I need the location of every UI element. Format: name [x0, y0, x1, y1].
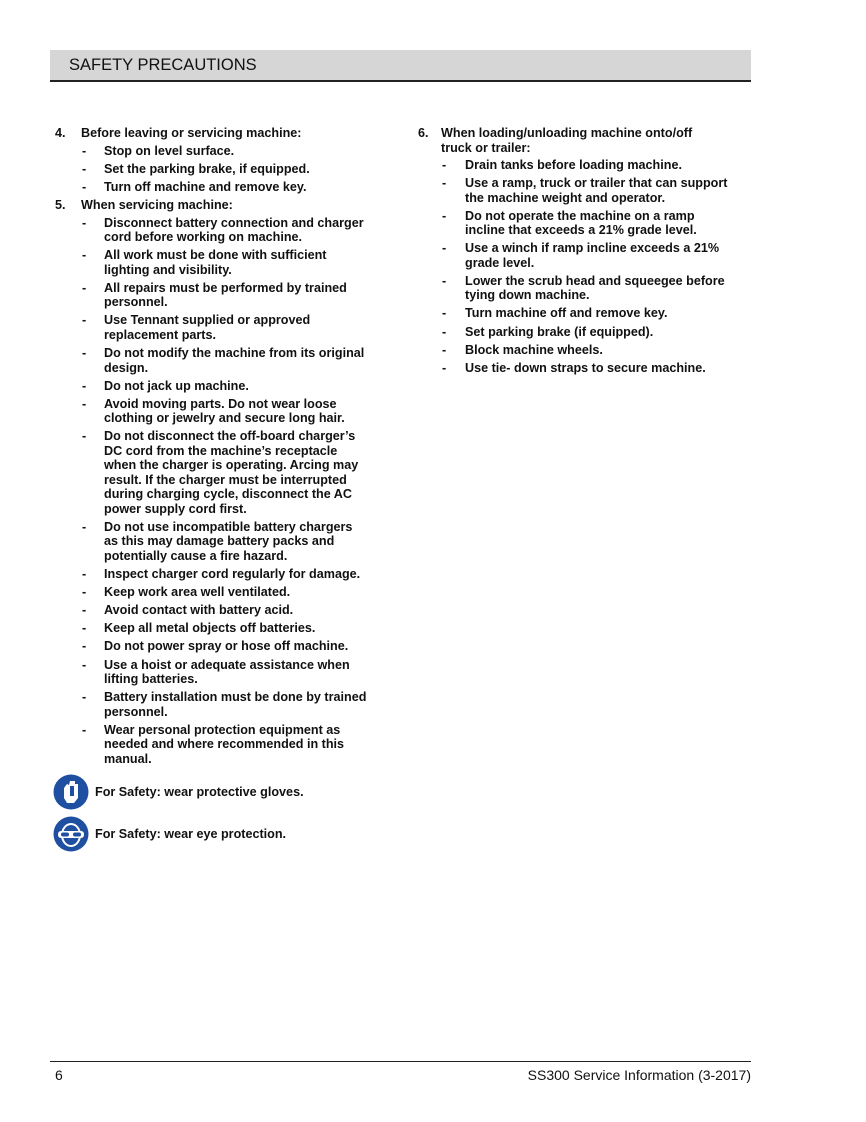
text-line: replacement parts. — [104, 327, 216, 342]
bullet-item — [81, 313, 395, 342]
bullet-item — [81, 216, 395, 245]
section-header — [50, 50, 751, 82]
bullet-item — [81, 658, 395, 687]
text-line: Use Tennant supplied or approved — [104, 313, 311, 328]
dash-marker: - — [82, 313, 87, 328]
bullet-item — [81, 639, 395, 654]
gloves-notice-text: For Safety: wear protective gloves. — [95, 785, 304, 799]
bullet-item — [81, 397, 395, 426]
eye-protection-icon — [53, 816, 89, 852]
bullet-item — [441, 361, 758, 376]
bullet-item — [81, 180, 395, 195]
dash-marker: - — [82, 519, 87, 534]
text-line: power supply cord first. — [104, 501, 247, 516]
text-line: as this may damage battery packs and — [104, 534, 335, 549]
dash-marker: - — [442, 158, 447, 172]
dash-marker: - — [442, 208, 447, 223]
dash-marker: - — [82, 585, 87, 600]
section-title: SAFETY PRECAUTIONS — [69, 56, 257, 74]
document-title: SS300 Service Information (3-2017) — [527, 1067, 751, 1083]
list-item — [418, 126, 758, 375]
right-column — [418, 126, 758, 379]
text-line: grade level. — [465, 255, 535, 270]
page-number: 6 — [55, 1067, 63, 1083]
dash-marker: - — [442, 360, 447, 375]
text-line: Do not power spray or hose off machine. — [104, 639, 349, 654]
text-line: Use a winch if ramp incline exceeds a 21% — [465, 241, 720, 256]
dash-marker: - — [82, 179, 87, 194]
text-line: truck or trailer: — [441, 140, 531, 155]
gloves-notice — [53, 774, 304, 810]
dash-marker: - — [442, 324, 447, 339]
bullet-item — [441, 209, 758, 238]
bullet-item — [81, 723, 395, 767]
bullet-item — [81, 429, 395, 516]
dash-marker: - — [82, 143, 87, 158]
text-line: Drain tanks before loading machine. — [465, 158, 682, 172]
dash-marker: - — [82, 215, 87, 230]
dash-marker: - — [82, 690, 87, 705]
text-line: design. — [104, 360, 149, 375]
text-line: Keep all metal objects off batteries. — [104, 621, 316, 636]
bullet-item — [441, 306, 758, 321]
text-line: Wear personal protection equipment as — [104, 722, 341, 737]
text-line: result. If the charger must be interrupted — [104, 472, 347, 487]
text-line: personnel. — [104, 704, 168, 719]
text-line: Use tie- down straps to secure machine. — [465, 360, 706, 375]
text-line: All work must be done with sufficient — [104, 248, 327, 263]
text-line: clothing or jewelry and secure long hair. — [104, 411, 345, 426]
bullet-item — [441, 343, 758, 358]
text-line: Do not disconnect the off-board charger’s — [104, 429, 356, 444]
text-line: Stop on level surface. — [104, 143, 235, 158]
dash-marker: - — [82, 567, 87, 582]
text-line: Disconnect battery connection and charger — [104, 215, 364, 230]
text-line: Turn machine off and remove key. — [465, 306, 668, 321]
dash-marker: - — [82, 280, 87, 295]
bullet-item — [81, 248, 395, 277]
text-line: When servicing machine: — [81, 198, 233, 213]
bullet-item — [81, 346, 395, 375]
bullet-item — [81, 567, 395, 582]
dash-marker: - — [82, 429, 87, 444]
item-number: 4. — [55, 126, 66, 140]
text-line: Use a ramp, truck or trailer that can support — [465, 176, 728, 191]
list-item — [55, 126, 395, 194]
bullet-item — [441, 176, 758, 205]
text-line: incline that exceeds a 21% grade level. — [465, 223, 697, 238]
text-line: potentially cause a fire hazard. — [104, 548, 288, 563]
text-line: Do not operate the machine on a ramp — [465, 208, 695, 223]
item-title — [81, 198, 395, 213]
text-line: Use a hoist or adequate assistance when — [104, 657, 350, 672]
bullet-item — [81, 585, 395, 600]
dash-marker: - — [82, 396, 87, 411]
item-title — [81, 126, 395, 141]
bullet-item — [441, 325, 758, 340]
dash-marker: - — [442, 176, 447, 191]
item-title — [441, 126, 758, 155]
text-line: Do not jack up machine. — [104, 378, 249, 393]
text-line: Avoid contact with battery acid. — [104, 603, 294, 618]
bullet-item — [81, 281, 395, 310]
dash-marker: - — [442, 273, 447, 288]
text-line: Do not use incompatible battery chargers — [104, 519, 353, 534]
dash-marker: - — [82, 621, 87, 636]
text-line: When loading/unloading machine onto/off — [441, 126, 693, 140]
bullet-item — [81, 690, 395, 719]
dash-marker: - — [82, 639, 87, 654]
bullet-item — [441, 274, 758, 303]
dash-marker: - — [82, 657, 87, 672]
footer-divider — [50, 1061, 751, 1062]
text-line: during charging cycle, disconnect the AC — [104, 487, 352, 502]
text-line: All repairs must be performed by trained — [104, 280, 347, 295]
text-line: Avoid moving parts. Do not wear loose — [104, 396, 337, 411]
dash-marker: - — [82, 378, 87, 393]
dash-marker: - — [442, 241, 447, 256]
text-line: cord before working on machine. — [104, 230, 303, 245]
text-line: Turn off machine and remove key. — [104, 179, 307, 194]
dash-marker: - — [82, 161, 87, 176]
text-line: Before leaving or servicing machine: — [81, 126, 302, 140]
bullet-item — [441, 241, 758, 270]
text-line: Lower the scrub head and squeegee before — [465, 273, 725, 288]
text-line: Do not modify the machine from its original — [104, 346, 365, 361]
text-line: tying down machine. — [465, 288, 590, 303]
bullet-item — [81, 144, 395, 159]
text-line: when the charger is operating. Arcing may — [104, 458, 359, 473]
dash-marker: - — [442, 342, 447, 357]
gloves-icon — [53, 774, 89, 810]
text-line: Inspect charger cord regularly for damage. — [104, 567, 361, 582]
item-number: 5. — [55, 198, 66, 213]
text-line: needed and where recommended in this — [104, 737, 345, 752]
text-line: the machine weight and operator. — [465, 190, 666, 205]
text-line: lighting and visibility. — [104, 262, 232, 277]
dash-marker: - — [82, 603, 87, 618]
item-number: 6. — [418, 126, 429, 140]
text-line: Set parking brake (if equipped). — [465, 324, 654, 339]
text-line: DC cord from the machine’s receptacle — [104, 443, 338, 458]
text-line: Battery installation must be done by trained — [104, 690, 367, 705]
left-column — [55, 126, 395, 770]
dash-marker: - — [442, 306, 447, 321]
dash-marker: - — [82, 346, 87, 361]
bullet-item — [81, 379, 395, 394]
text-line: Set the parking brake, if equipped. — [104, 161, 310, 176]
bullet-item — [81, 520, 395, 564]
bullet-item — [441, 158, 758, 173]
text-line: Block machine wheels. — [465, 342, 603, 357]
bullet-item — [81, 603, 395, 618]
text-line: lifting batteries. — [104, 672, 198, 686]
text-line: personnel. — [104, 295, 168, 310]
dash-marker: - — [82, 722, 87, 737]
bullet-item — [81, 162, 395, 177]
bullet-item — [81, 621, 395, 636]
text-line: Keep work area well ventilated. — [104, 585, 291, 600]
list-item — [55, 198, 395, 766]
eye-protection-notice-text: For Safety: wear eye protection. — [95, 827, 287, 841]
dash-marker: - — [82, 248, 87, 263]
eye-protection-notice — [53, 816, 286, 852]
text-line: manual. — [104, 751, 152, 766]
